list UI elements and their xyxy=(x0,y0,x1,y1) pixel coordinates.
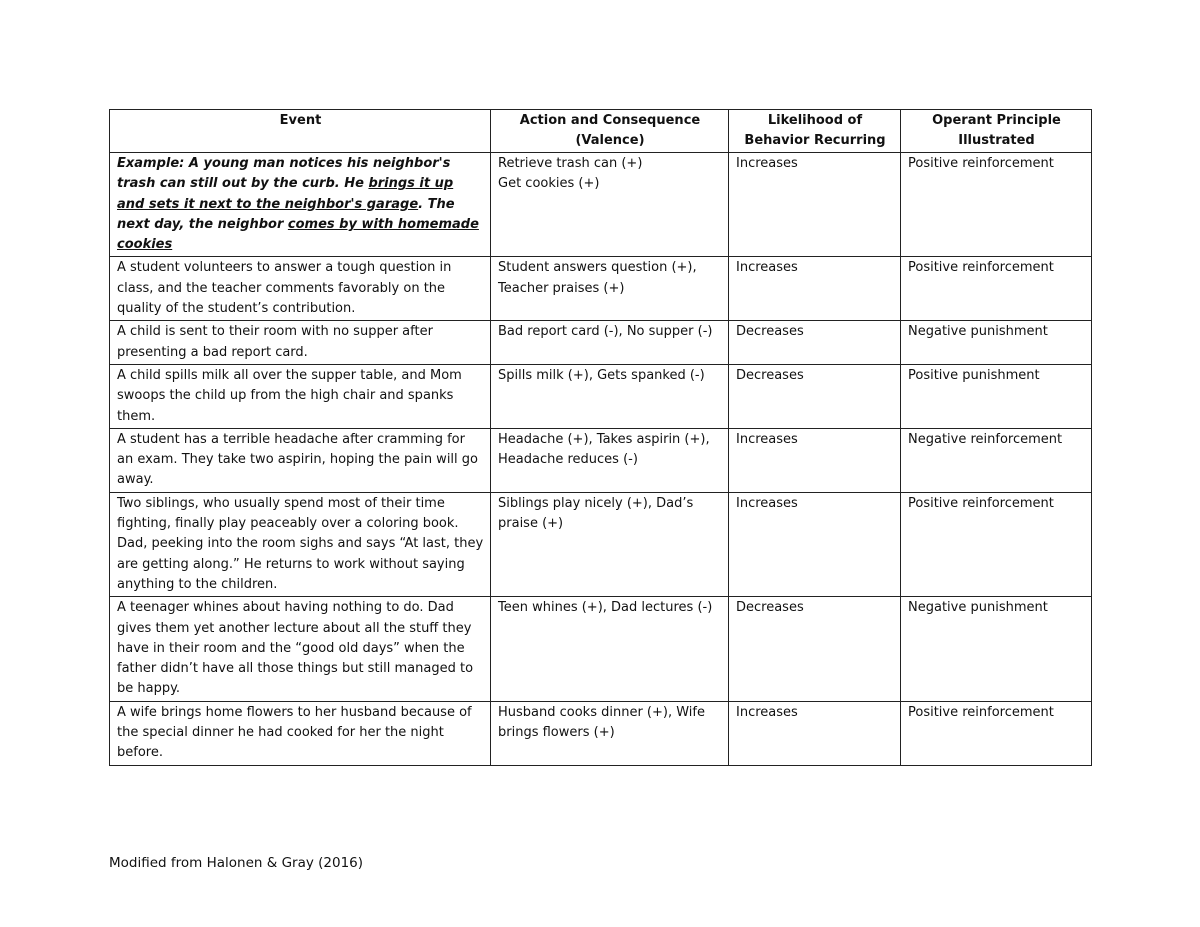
table-row xyxy=(110,428,1092,492)
header-action-consequence: Action and Consequence (Valence) xyxy=(491,110,729,153)
operant-conditioning-table xyxy=(109,109,1092,766)
example-action-cell xyxy=(491,153,729,257)
action-line: Husband cooks dinner (+), Wife brings flowers (+) xyxy=(498,704,705,741)
table-row xyxy=(110,597,1092,701)
example-likelihood-cell: Increases xyxy=(729,153,901,257)
example-event-text: Example: A young man notices his neighbor's trash can still out by the curb. He xyxy=(117,156,451,192)
principle-cell: Negative punishment xyxy=(901,321,1092,365)
example-action-line: Retrieve trash can (+) xyxy=(498,156,643,171)
action-consequence-cell xyxy=(491,597,729,701)
action-line: Student answers question (+), xyxy=(498,260,697,276)
likelihood-cell: Increases xyxy=(729,257,901,321)
action-line: Teen whines (+), Dad lectures (-) xyxy=(498,600,713,616)
likelihood-cell: Decreases xyxy=(729,364,901,428)
table-row xyxy=(110,257,1092,321)
likelihood-cell: Increases xyxy=(729,701,901,765)
likelihood-cell: Increases xyxy=(729,492,901,596)
example-event-text-continued: . The next day, the neighbor xyxy=(117,196,455,232)
event-cell: A student volunteers to answer a tough question in class, and the teacher comments favorably on the quality of the student’s contribution. xyxy=(110,257,491,321)
principle-cell: Positive reinforcement xyxy=(901,701,1092,765)
example-action-line: Get cookies (+) xyxy=(498,176,600,192)
principle-cell: Positive reinforcement xyxy=(901,257,1092,321)
action-consequence-cell xyxy=(491,701,729,765)
header-event: Event xyxy=(110,110,491,153)
likelihood-cell: Decreases xyxy=(729,597,901,701)
header-row xyxy=(110,110,1092,153)
action-line: Bad report card (-), No supper (-) xyxy=(498,324,713,340)
example-event-cell xyxy=(110,153,491,257)
action-consequence-cell xyxy=(491,321,729,365)
table-row xyxy=(110,701,1092,765)
event-cell: A wife brings home flowers to her husband because of the special dinner he had cooked for her the night before. xyxy=(110,701,491,765)
example-row xyxy=(110,153,1092,257)
example-event-underlined-consequence: comes by with homemade cookies xyxy=(117,216,479,253)
event-cell: A child is sent to their room with no supper after presenting a bad report card. xyxy=(110,321,491,365)
header-operant-principle: Operant Principle Illustrated xyxy=(901,110,1092,153)
example-event-underlined-action: brings it up and sets it next to the neighbor's garage xyxy=(117,176,454,212)
action-consequence-cell xyxy=(491,364,729,428)
principle-cell: Negative reinforcement xyxy=(901,428,1092,492)
event-cell: A teenager whines about having nothing to do. Dad gives them yet another lecture about all the stuff they have in their room and the “good old days” when the father didn’t have all those things but still managed to be happy. xyxy=(110,597,491,701)
source-footnote: Modified from Halonen & Gray (2016) xyxy=(109,855,364,871)
table-row xyxy=(110,321,1092,365)
likelihood-cell: Increases xyxy=(729,428,901,492)
event-cell: Two siblings, who usually spend most of their time fighting, finally play peaceably over a coloring book. Dad, peeking into the room sighs and says “At last, they are getting along.” He returns to work without saying anything to the children. xyxy=(110,492,491,596)
principle-cell: Positive punishment xyxy=(901,364,1092,428)
principle-cell: Negative punishment xyxy=(901,597,1092,701)
action-line: Headache (+), Takes aspirin (+), xyxy=(498,431,710,447)
table-row xyxy=(110,364,1092,428)
action-consequence-cell xyxy=(491,492,729,596)
action-line: Teacher praises (+) xyxy=(498,280,625,296)
principle-cell: Positive reinforcement xyxy=(901,492,1092,596)
header-likelihood: Likelihood of Behavior Recurring xyxy=(729,110,901,153)
likelihood-cell: Decreases xyxy=(729,321,901,365)
action-consequence-cell xyxy=(491,257,729,321)
example-principle-cell: Positive reinforcement xyxy=(901,153,1092,257)
table-row xyxy=(110,492,1092,596)
action-consequence-cell xyxy=(491,428,729,492)
action-line: Spills milk (+), Gets spanked (-) xyxy=(498,367,705,383)
action-line: Headache reduces (-) xyxy=(498,452,638,468)
event-cell: A student has a terrible headache after cramming for an exam. They take two aspirin, hoping the pain will go away. xyxy=(110,428,491,492)
event-cell: A child spills milk all over the supper table, and Mom swoops the child up from the high chair and spanks them. xyxy=(110,364,491,428)
action-line: Siblings play nicely (+), Dad’s praise (+) xyxy=(498,495,694,532)
